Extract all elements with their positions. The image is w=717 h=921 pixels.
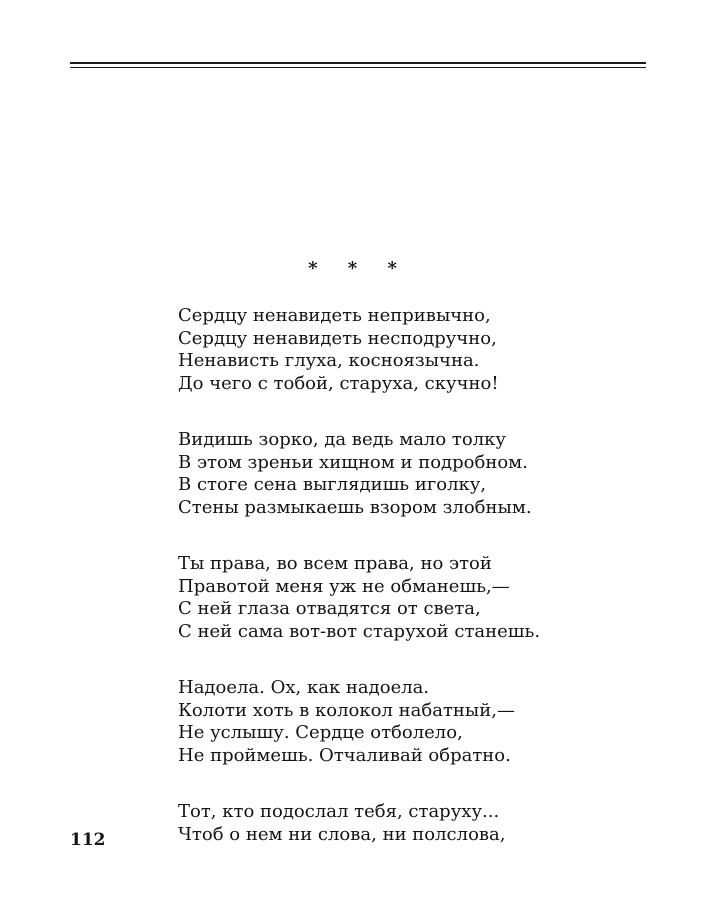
poem-text bbox=[178, 305, 678, 880]
poem-line: Стены размыкаешь взором злобным. bbox=[178, 496, 532, 518]
stanza-3 bbox=[178, 553, 678, 643]
asterism-divider: * * * bbox=[308, 258, 409, 279]
stanza-2 bbox=[178, 429, 678, 519]
header-rule-thin bbox=[70, 67, 646, 68]
poem-line: В стоге сена выглядишь иголку, bbox=[178, 474, 487, 495]
poem-line: Ненависть глуха, косноязычна. bbox=[178, 350, 480, 371]
stanza-1 bbox=[178, 305, 678, 395]
poem-line: С ней глаза отвадятся от света, bbox=[178, 598, 481, 619]
poem-line: Колоти хоть в колокол набатный,— bbox=[178, 699, 515, 721]
poem-line: Ты права, во всем права, но этой bbox=[178, 553, 492, 574]
poem-line: Не проймешь. Отчаливай обратно. bbox=[178, 744, 511, 766]
header-rule-thick bbox=[70, 62, 646, 64]
poem-line: Не услышу. Сердце отболело, bbox=[178, 722, 463, 743]
stanza-4 bbox=[178, 677, 678, 767]
poem-line: Сердцу ненавидеть непривычно, bbox=[178, 305, 491, 326]
poem-line: Правотой меня уж не обманешь,— bbox=[178, 575, 510, 597]
poem-line: До чего с тобой, старуха, скучно! bbox=[178, 372, 499, 394]
page-number: 112 bbox=[70, 830, 106, 850]
poem-line: Чтоб о нем ни слова, ни полслова, bbox=[178, 823, 506, 845]
poem-line: Тот, кто подослал тебя, старуху... bbox=[178, 801, 500, 822]
poem-line: Надоела. Ох, как надоела. bbox=[178, 677, 430, 698]
poem-line: Сердцу ненавидеть несподручно, bbox=[178, 327, 497, 349]
poem-line: С ней сама вот-вот старухой станешь. bbox=[178, 620, 541, 642]
stanza-5 bbox=[178, 801, 678, 846]
poem-line: Видишь зорко, да ведь мало толку bbox=[178, 429, 506, 450]
poem-line: В этом зреньи хищном и подробном. bbox=[178, 451, 528, 473]
